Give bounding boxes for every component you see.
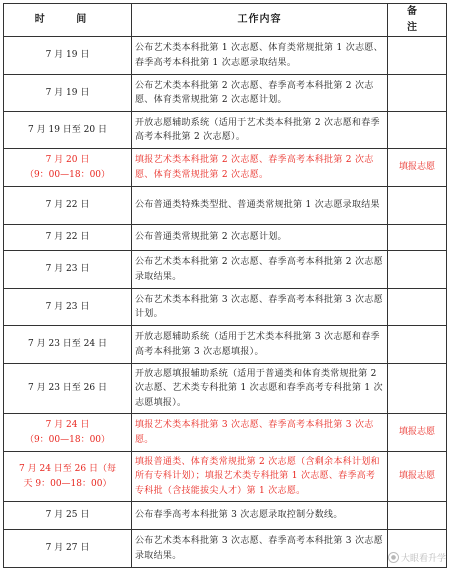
- cell-note: [388, 251, 447, 289]
- cell-work-content: 开放志愿填报辅助系统（适用于普通类和体育类常规批第 2 次志愿、艺术类专科批第 1 次志愿和春季高考专科批第 1 次志愿填报）。: [132, 364, 388, 414]
- table-row: [4, 364, 447, 414]
- cell-work-content: 填报艺术类本科批第 2 次志愿、春季高考本科批第 2 次志愿、体育类常规批第 2 次志愿。: [132, 149, 388, 187]
- time-line: 7 月 22 日: [45, 232, 90, 243]
- watermark: [388, 551, 446, 564]
- cell-note: [388, 225, 447, 251]
- cell-work-content: 公布艺术类本科批第 2 次志愿、春季高考本科批第 2 次志愿录取结果。: [132, 251, 388, 289]
- table-row: [4, 112, 447, 149]
- cell-work-content: 开放志愿辅助系统（适用于艺术类本科批第 2 次志愿和春季高考本科批第 2 次志愿）。: [132, 112, 388, 149]
- time-line: 7 月 19 日: [45, 87, 90, 98]
- table-header-row: [4, 4, 447, 37]
- cell-work-content: 公布艺术类本科批第 1 次志愿、体育类常规批第 1 次志愿、春季高考本科批第 1 次志愿录取结果。: [132, 37, 388, 75]
- cell-note: [388, 75, 447, 112]
- cell-work-content: 公布艺术类本科批第 3 次志愿、春季高考本科批第 3 次志愿计划。: [132, 289, 388, 326]
- cell-work-content: 公布普通类特殊类型批、普通类常规批第 1 次志愿录取结果: [132, 187, 388, 225]
- cell-time: [4, 326, 132, 364]
- logo-circle-icon: ●: [388, 552, 399, 563]
- table-row: [4, 75, 447, 112]
- schedule-body: [4, 37, 447, 568]
- cell-time: [4, 187, 132, 225]
- cell-time: [4, 364, 132, 414]
- cell-time: [4, 225, 132, 251]
- cell-note: 填报志愿: [388, 149, 447, 187]
- table-row: [4, 251, 447, 289]
- cell-time: [4, 75, 132, 112]
- time-line: 7 月 24 日至 26 日（每: [19, 464, 116, 475]
- cell-note: 填报志愿: [388, 452, 447, 502]
- cell-note: [388, 364, 447, 414]
- cell-time: [4, 414, 132, 452]
- cell-time: [4, 452, 132, 502]
- cell-time: [4, 251, 132, 289]
- time-line: 7 月 19 日至 20 日: [28, 124, 107, 135]
- time-line: 7 月 20 日: [45, 155, 90, 166]
- header-note: 备 注: [388, 4, 447, 37]
- cell-work-content: 填报普通类、体育类常规批第 2 次志愿（含剩余本科计划和所有专科计划）；填报艺术类专科批第 1 次志愿、春季高考专科批（含技能拔尖人才）第 1 次志愿。: [132, 452, 388, 502]
- table-row: [4, 326, 447, 364]
- watermark-text: 大眼看升学: [400, 554, 446, 564]
- cell-time: [4, 149, 132, 187]
- table-row: [4, 37, 447, 75]
- cell-note: [388, 289, 447, 326]
- table-row: [4, 530, 447, 568]
- table-row: [4, 502, 447, 530]
- time-line: 7 月 23 日: [45, 264, 90, 275]
- table-row: [4, 149, 447, 187]
- table-row: [4, 452, 447, 502]
- cell-note: [388, 37, 447, 75]
- time-line: 7 月 19 日: [45, 50, 90, 61]
- time-line: 7 月 24 日: [45, 420, 90, 431]
- table-row: [4, 414, 447, 452]
- cell-work-content: 公布艺术类本科批第 2 次志愿、春季高考本科批第 2 次志愿、体育类常规批第 2 次志愿计划。: [132, 75, 388, 112]
- cell-work-content: 公布普通类常规批第 2 次志愿计划。: [132, 225, 388, 251]
- cell-work-content: 公布春季高考本科批第 3 次志愿录取控制分数线。: [132, 502, 388, 530]
- cell-note: 填报志愿: [388, 414, 447, 452]
- cell-work-content: 公布艺术类本科批第 3 次志愿、春季高考本科批第 3 次志愿录取结果。: [132, 530, 388, 568]
- cell-note: [388, 187, 447, 225]
- time-line: 7 月 25 日: [45, 510, 90, 521]
- cell-note: [388, 326, 447, 364]
- header-time: 时 间: [4, 4, 132, 37]
- cell-time: [4, 502, 132, 530]
- table-row: [4, 225, 447, 251]
- header-work-content: 工作内容: [132, 4, 388, 37]
- cell-time: [4, 112, 132, 149]
- time-line: 天 9：00—18：00）: [23, 478, 112, 489]
- time-line: 7 月 23 日: [45, 301, 90, 312]
- time-line: （9：00—18：00）: [24, 434, 111, 445]
- cell-time: [4, 530, 132, 568]
- cell-note: [388, 502, 447, 530]
- table-row: [4, 289, 447, 326]
- time-line: 7 月 23 日至 26 日: [28, 383, 107, 394]
- time-line: （9：00—18：00）: [24, 169, 111, 180]
- time-line: 7 月 22 日: [45, 200, 90, 211]
- cell-work-content: 开放志愿辅助系统（适用于艺术类本科批第 3 次志愿和春季高考本科批第 3 次志愿填报）。: [132, 326, 388, 364]
- cell-note: [388, 112, 447, 149]
- cell-time: [4, 37, 132, 75]
- admission-schedule-table: [3, 3, 447, 568]
- cell-time: [4, 289, 132, 326]
- time-line: 7 月 27 日: [45, 543, 90, 554]
- cell-work-content: 填报艺术类本科批第 3 次志愿、春季高考本科批第 3 次志愿。: [132, 414, 388, 452]
- table-row: [4, 187, 447, 225]
- time-line: 7 月 23 日至 24 日: [28, 339, 107, 350]
